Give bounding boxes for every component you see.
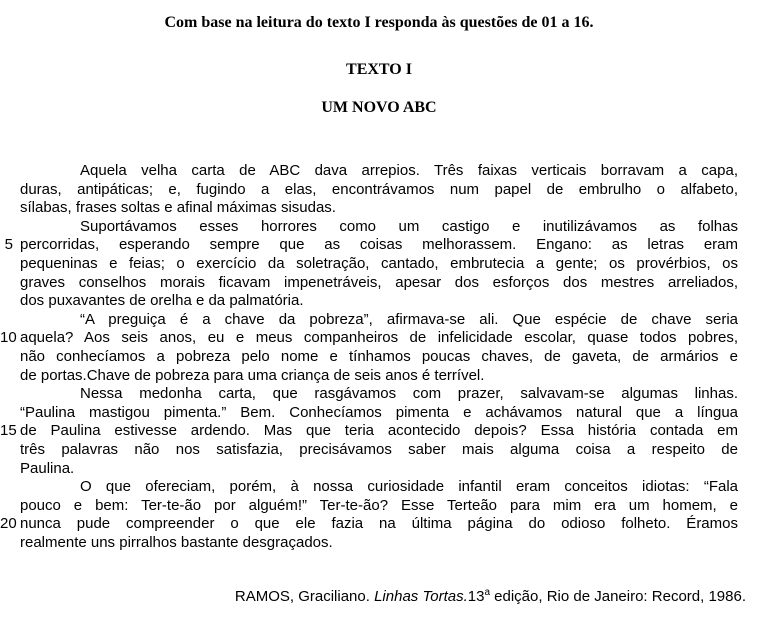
line-number-empty [0, 181, 20, 200]
line-number-empty [0, 311, 20, 330]
line-number-empty [0, 218, 20, 237]
text-line: duras, antipáticas; e, fugindo a elas, encontrávamos num papel de embrulho o alfabeto, [20, 180, 738, 198]
text-line: pouco e bem: Ter-te-ão por alguém!” Ter-te-ão? Esse Terteão para mim era um homem, e [20, 496, 738, 514]
citation-work-title: Linhas Tortas. [374, 588, 468, 606]
text-line: três palavras não nos satisfazia, precisávamos saber mais alguma coisa a respeito de [20, 440, 738, 458]
text-line: Suportávamos esses horrores como um castigo e inutilizávamos as folhas [80, 217, 738, 235]
line-number-empty [0, 404, 20, 423]
citation-edition-number: 13 [467, 588, 485, 606]
text-line: realmente uns pirralhos bastante desgraçados. [20, 533, 333, 551]
text-line: de Paulina estivesse ardendo. Mas que teria acontecido depois? Essa história contada em [20, 422, 738, 440]
text-line: nunca pude compreender o que ele fazia na última página do odioso folheto. Éramos [20, 515, 738, 533]
line-number-empty [0, 478, 20, 497]
text-title-heading: UM NOVO ABC [321, 99, 437, 116]
text-line: percorridas, esperando sempre que as coisas melhorassem. Engano: as letras eram [20, 236, 738, 254]
line-number-empty [0, 199, 20, 218]
line-number-empty [0, 441, 20, 460]
text-line: Paulina. [20, 459, 75, 477]
line-number-empty [0, 497, 20, 516]
line-number: 20 [0, 515, 17, 533]
citation-publisher-year: edição, Rio de Janeiro: Record, 1986. [490, 588, 746, 606]
text-line: “Paulina mastigou pimenta.” Bem. Conhecíamos pimenta e achávamos natural que a língua [20, 403, 738, 421]
citation [0, 588, 758, 606]
text-line: pequeninas e feias; o exercício da soletração, cantado, embrutecia a gente; os provérbios, os [20, 254, 738, 272]
instruction-heading: Com base na leitura do texto I responda às questões de 01 a 16. [164, 14, 594, 31]
line-number-empty [0, 367, 20, 386]
line-number-empty [0, 292, 20, 311]
text-body [0, 162, 758, 552]
line-number: 15 [0, 422, 17, 440]
text-line: sílabas, frases soltas e afinal máximas sisudas. [20, 199, 336, 217]
line-number-empty [0, 255, 20, 274]
citation-author: RAMOS, Graciliano. [234, 588, 375, 606]
line-number-empty [0, 460, 20, 479]
line-number-empty [0, 348, 20, 367]
text-line: O que ofereciam, porém, à nossa curiosidade infantil eram conceitos idiotas: “Fala [80, 478, 738, 496]
line-number: 5 [4, 236, 13, 254]
text-line: Nessa medonha carta, que rasgávamos com prazer, salvavam-se algumas linhas. [80, 385, 738, 403]
text-line: “A preguiça é a chave da pobreza”, afirmava-se ali. Que espécie de chave seria [80, 310, 738, 328]
text-line: dos puxavantes de orelha e da palmatória. [20, 292, 304, 310]
line-number: 10 [0, 329, 17, 347]
line-number-empty [0, 534, 20, 553]
line-number-empty [0, 385, 20, 404]
section-label-heading: TEXTO I [346, 61, 412, 78]
text-line: aquela? Aos seis anos, eu e meus companheiros de infelicidade escolar, quase todos pobres, [20, 329, 738, 347]
text-line: de portas.Chave de pobreza para uma criança de seis anos é terrível. [20, 366, 485, 384]
text-line: não conhecíamos a pobreza pelo nome e tínhamos poucas chaves, de gaveta, de armários e [20, 347, 738, 365]
text-line: Aquela velha carta de ABC dava arrepios. Três faixas verticais borravam a capa, [80, 162, 738, 179]
citation-edition-ordinal: a [484, 587, 490, 599]
text-line: graves conselhos morais ficavam impenetráveis, apesar dos esforços dos mestres arreliados, [20, 273, 738, 291]
line-number-empty [0, 274, 20, 293]
line-number-empty [0, 162, 20, 181]
